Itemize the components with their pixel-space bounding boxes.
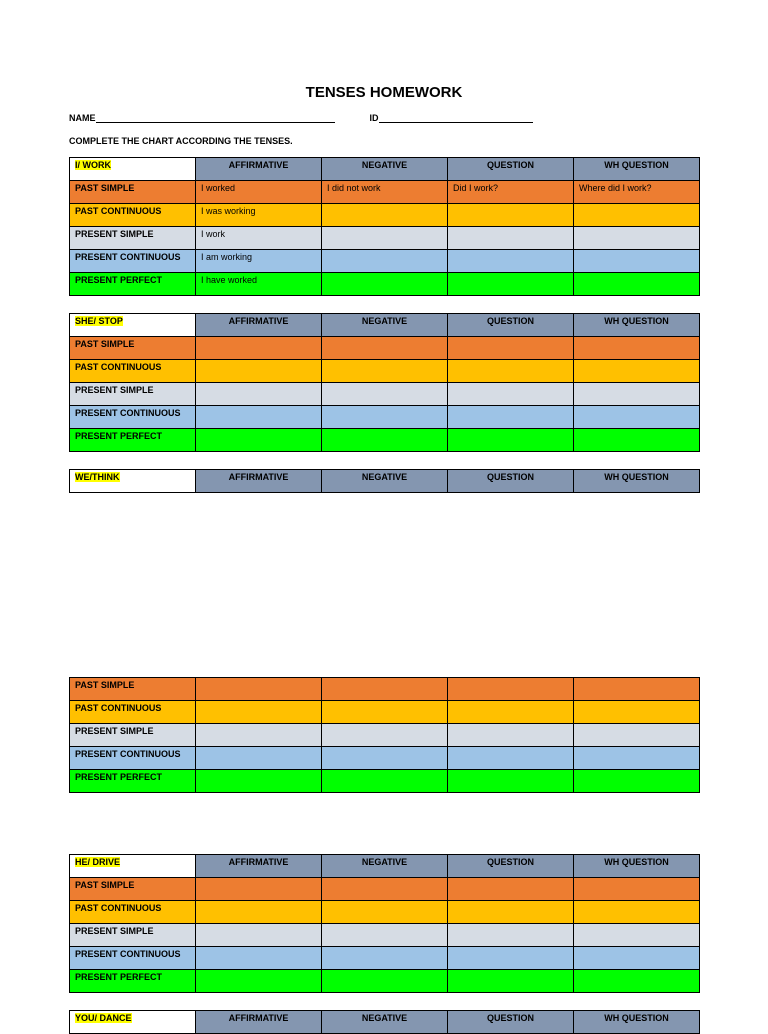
- table-row: [70, 747, 700, 770]
- answer-cell[interactable]: [574, 901, 700, 924]
- answer-cell[interactable]: [574, 947, 700, 970]
- tense-label: PAST CONTINUOUS: [70, 204, 196, 227]
- answer-cell[interactable]: [322, 924, 448, 947]
- answer-cell[interactable]: [574, 970, 700, 993]
- answer-cell[interactable]: [574, 724, 700, 747]
- tense-label: PAST CONTINUOUS: [70, 701, 196, 724]
- answer-cell[interactable]: [448, 901, 574, 924]
- answer-cell[interactable]: [448, 337, 574, 360]
- header-question: QUESTION: [448, 855, 574, 878]
- answer-cell[interactable]: [574, 383, 700, 406]
- answer-cell[interactable]: [322, 901, 448, 924]
- answer-cell[interactable]: [322, 701, 448, 724]
- answer-cell[interactable]: [448, 947, 574, 970]
- tense-label: PRESENT PERFECT: [70, 770, 196, 793]
- answer-cell[interactable]: [574, 273, 700, 296]
- header-wh-question: WH QUESTION: [574, 158, 700, 181]
- table-row: [70, 678, 700, 701]
- tense-label: PRESENT CONTINUOUS: [70, 406, 196, 429]
- answer-cell[interactable]: [322, 383, 448, 406]
- answer-cell[interactable]: [448, 429, 574, 452]
- header-wh-question: WH QUESTION: [574, 470, 700, 493]
- header-wh-question: WH QUESTION: [574, 314, 700, 337]
- table-row: [70, 878, 700, 901]
- tense-label: PRESENT CONTINUOUS: [70, 250, 196, 273]
- header-negative: NEGATIVE: [322, 158, 448, 181]
- table-row: [70, 406, 700, 429]
- table-header-row: [70, 855, 700, 878]
- table-row: [70, 901, 700, 924]
- tense-label: PRESENT SIMPLE: [70, 924, 196, 947]
- answer-cell[interactable]: [448, 273, 574, 296]
- answer-cell[interactable]: [322, 724, 448, 747]
- tense-label: PRESENT SIMPLE: [70, 724, 196, 747]
- tense-label: PAST CONTINUOUS: [70, 360, 196, 383]
- answer-cell[interactable]: [322, 770, 448, 793]
- table-row: [70, 383, 700, 406]
- answer-cell[interactable]: I was working: [196, 204, 322, 227]
- header-affirmative: AFFIRMATIVE: [196, 314, 322, 337]
- table-row: [70, 204, 700, 227]
- answer-cell[interactable]: [574, 360, 700, 383]
- answer-cell[interactable]: [448, 678, 574, 701]
- header-question: QUESTION: [448, 1011, 574, 1034]
- table-row: [70, 250, 700, 273]
- table-header-row: [70, 470, 700, 493]
- table-row: [70, 724, 700, 747]
- answer-cell[interactable]: [574, 250, 700, 273]
- table-row: [70, 429, 700, 452]
- header-wh-question: WH QUESTION: [574, 855, 700, 878]
- answer-cell[interactable]: [448, 701, 574, 724]
- answer-cell[interactable]: [322, 878, 448, 901]
- answer-cell[interactable]: [322, 360, 448, 383]
- answer-cell[interactable]: [196, 747, 322, 770]
- answer-cell[interactable]: [448, 924, 574, 947]
- answer-cell[interactable]: [574, 678, 700, 701]
- header-affirmative: AFFIRMATIVE: [196, 470, 322, 493]
- tense-label: PRESENT PERFECT: [70, 429, 196, 452]
- name-field[interactable]: [96, 113, 335, 123]
- page-title: TENSES HOMEWORK: [305, 84, 463, 101]
- tense-table-we-think: [69, 469, 700, 493]
- name-label: NAME: [69, 113, 96, 123]
- tense-table-we-think-rows: [69, 677, 700, 793]
- answer-cell[interactable]: [448, 770, 574, 793]
- table-row: [70, 227, 700, 250]
- tense-label: PRESENT CONTINUOUS: [70, 747, 196, 770]
- answer-cell[interactable]: [448, 970, 574, 993]
- header-wh-question: WH QUESTION: [574, 1011, 700, 1034]
- table-row: [70, 770, 700, 793]
- tense-label: PRESENT SIMPLE: [70, 383, 196, 406]
- instructions: COMPLETE THE CHART ACCORDING THE TENSES.: [69, 136, 293, 146]
- header-question: QUESTION: [448, 314, 574, 337]
- answer-cell[interactable]: [448, 250, 574, 273]
- answer-cell[interactable]: Where did I work?: [574, 181, 700, 204]
- answer-cell[interactable]: [574, 924, 700, 947]
- answer-cell[interactable]: [574, 406, 700, 429]
- answer-cell[interactable]: [574, 227, 700, 250]
- table-header-row: [70, 314, 700, 337]
- answer-cell[interactable]: [322, 227, 448, 250]
- tense-label: PAST SIMPLE: [70, 181, 196, 204]
- answer-cell[interactable]: [322, 406, 448, 429]
- tense-table-she-stop: [69, 313, 700, 452]
- answer-cell[interactable]: I work: [196, 227, 322, 250]
- subject-cell: SHE/ STOP: [70, 314, 196, 337]
- subject-cell: YOU/ DANCE: [70, 1011, 196, 1034]
- subject-cell: WE/THINK: [70, 470, 196, 493]
- tense-table-you-dance: [69, 1010, 700, 1034]
- answer-cell[interactable]: I worked: [196, 181, 322, 204]
- answer-cell[interactable]: I am working: [196, 250, 322, 273]
- header-negative: NEGATIVE: [322, 855, 448, 878]
- answer-cell[interactable]: [448, 406, 574, 429]
- header-question: QUESTION: [448, 470, 574, 493]
- header-affirmative: AFFIRMATIVE: [196, 855, 322, 878]
- tense-label: PAST SIMPLE: [70, 337, 196, 360]
- tense-table-he-drive: [69, 854, 700, 993]
- answer-cell[interactable]: [448, 747, 574, 770]
- answer-cell[interactable]: [448, 360, 574, 383]
- header-negative: NEGATIVE: [322, 470, 448, 493]
- tense-label: PAST SIMPLE: [70, 878, 196, 901]
- answer-cell[interactable]: [196, 429, 322, 452]
- table-header-row: [70, 1011, 700, 1034]
- answer-cell[interactable]: [322, 947, 448, 970]
- answer-cell[interactable]: [196, 360, 322, 383]
- answer-cell[interactable]: I have worked: [196, 273, 322, 296]
- answer-cell[interactable]: [448, 204, 574, 227]
- answer-cell[interactable]: [322, 678, 448, 701]
- table-row: [70, 947, 700, 970]
- tense-table-i-work: [69, 157, 700, 296]
- answer-cell[interactable]: [574, 770, 700, 793]
- tense-label: PAST SIMPLE: [70, 678, 196, 701]
- header-affirmative: AFFIRMATIVE: [196, 1011, 322, 1034]
- table-row: [70, 337, 700, 360]
- table-row: [70, 360, 700, 383]
- answer-cell[interactable]: [196, 724, 322, 747]
- header-affirmative: AFFIRMATIVE: [196, 158, 322, 181]
- student-fields: [69, 113, 533, 123]
- answer-cell[interactable]: [448, 878, 574, 901]
- answer-cell[interactable]: [196, 337, 322, 360]
- answer-cell[interactable]: [196, 701, 322, 724]
- answer-cell[interactable]: [196, 406, 322, 429]
- table-header-row: [70, 158, 700, 181]
- header-question: QUESTION: [448, 158, 574, 181]
- table-row: [70, 701, 700, 724]
- answer-cell[interactable]: [322, 747, 448, 770]
- answer-cell[interactable]: [196, 970, 322, 993]
- answer-cell[interactable]: [196, 924, 322, 947]
- subject-cell: HE/ DRIVE: [70, 855, 196, 878]
- answer-cell[interactable]: [322, 429, 448, 452]
- answer-cell[interactable]: [322, 204, 448, 227]
- answer-cell[interactable]: [196, 383, 322, 406]
- table-row: [70, 181, 700, 204]
- answer-cell[interactable]: [574, 747, 700, 770]
- answer-cell[interactable]: [322, 970, 448, 993]
- answer-cell[interactable]: [196, 770, 322, 793]
- answer-cell[interactable]: [448, 383, 574, 406]
- id-label: ID: [369, 113, 379, 123]
- answer-cell[interactable]: [448, 724, 574, 747]
- table-row: [70, 970, 700, 993]
- answer-cell[interactable]: [574, 337, 700, 360]
- table-row: [70, 273, 700, 296]
- answer-cell[interactable]: [574, 878, 700, 901]
- answer-cell[interactable]: [448, 227, 574, 250]
- answer-cell[interactable]: [574, 429, 700, 452]
- tense-label: PRESENT CONTINUOUS: [70, 947, 196, 970]
- header-negative: NEGATIVE: [322, 1011, 448, 1034]
- answer-cell[interactable]: [574, 204, 700, 227]
- answer-cell[interactable]: [196, 878, 322, 901]
- subject-cell: I/ WORK: [70, 158, 196, 181]
- table-row: [70, 924, 700, 947]
- answer-cell[interactable]: I did not work: [322, 181, 448, 204]
- answer-cell[interactable]: [574, 701, 700, 724]
- id-field[interactable]: [379, 113, 533, 123]
- answer-cell[interactable]: [322, 250, 448, 273]
- tense-label: PRESENT PERFECT: [70, 970, 196, 993]
- answer-cell[interactable]: Did I work?: [448, 181, 574, 204]
- header-negative: NEGATIVE: [322, 314, 448, 337]
- answer-cell[interactable]: [196, 901, 322, 924]
- tense-label: PRESENT SIMPLE: [70, 227, 196, 250]
- answer-cell[interactable]: [196, 678, 322, 701]
- tense-label: PRESENT PERFECT: [70, 273, 196, 296]
- answer-cell[interactable]: [322, 337, 448, 360]
- answer-cell[interactable]: [196, 947, 322, 970]
- answer-cell[interactable]: [322, 273, 448, 296]
- tense-label: PAST CONTINUOUS: [70, 901, 196, 924]
